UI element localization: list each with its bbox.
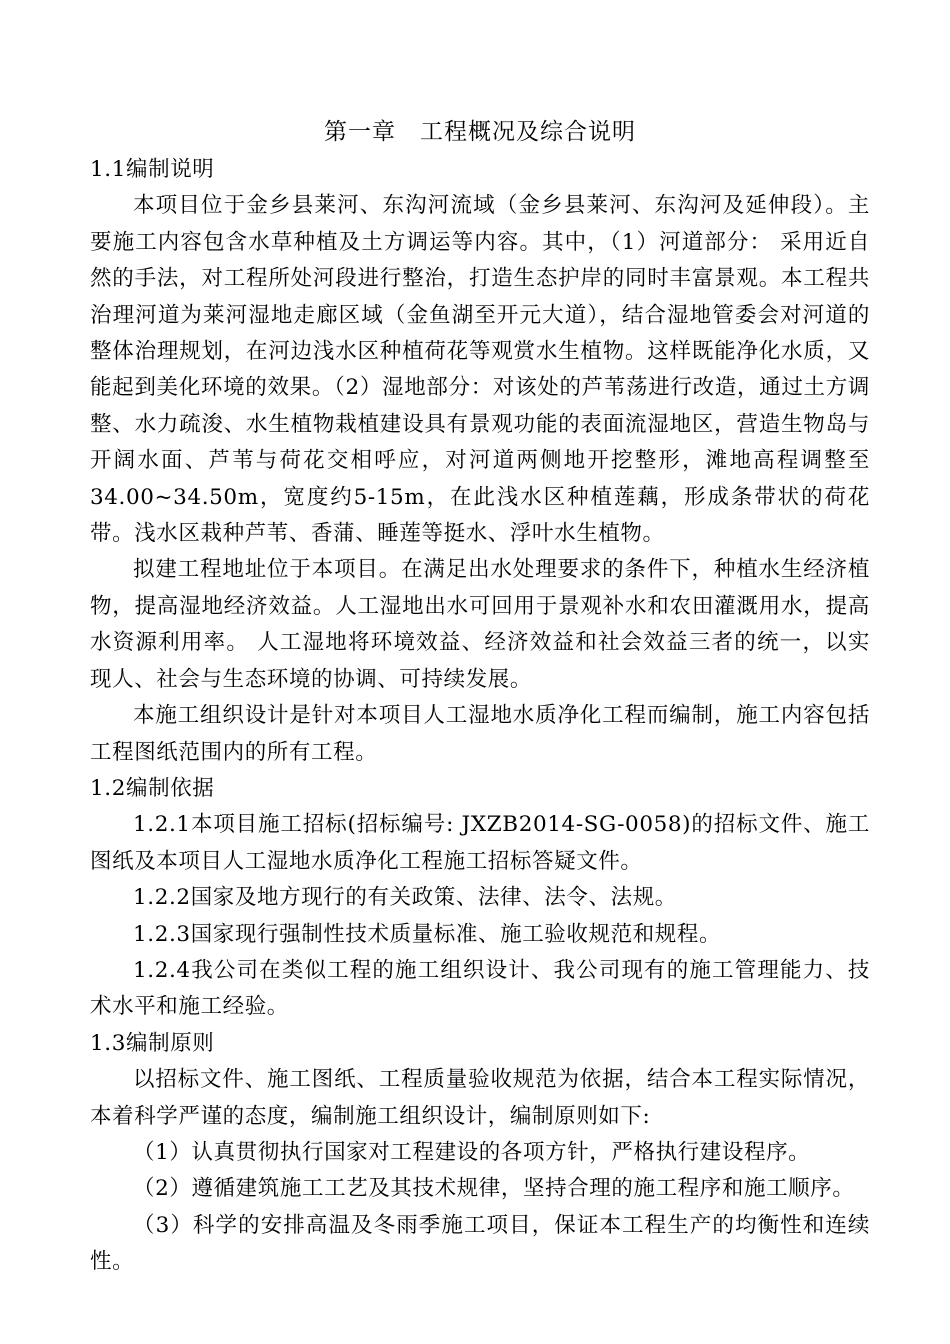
section-heading: 1.3编制原则 bbox=[90, 1030, 215, 1056]
list-item: 1.2.3国家现行强制性技术质量标准、施工验收规范和规程。 bbox=[133, 921, 722, 947]
list-item: （2）遵循建筑施工工艺及其技术规律，坚持合理的施工程序和施工顺序。 bbox=[133, 1176, 855, 1202]
body-paragraph: 本项目位于金乡县莱河、东沟河流域（金乡县莱河、东沟河及延伸段）。主要施工内容包含水草种植及土方调运等内容。其中，（1）河道部分： 采用近自然的手法，对工程所处河段进行整治，打造生态护岸的同时丰富景观。本工程共治理河道为莱河湿地走廊区域（金鱼湖至开元大道），结合湿地管委会对河道的整体治理规划，在河边浅水区种植荷花等观赏水生植物。这样既能净化水质，又能起到美化环境的效果。（2）湿地部分：对该处的芦苇荡进行改造，通过土方调整、水力疏浚、水生植物栽植建设具有景观功能的表面流湿地区，营造生物岛与开阔水面、芦苇与荷花交相呼应，对河道两侧地开挖整形，滩地高程调整至34.00~34.50m，宽度约5-15m，在此浅水区种植莲藕，形成条带状的荷花带。浅水区栽种芦苇、香蒲、睡莲等挺水、浮叶水生植物。 bbox=[90, 193, 870, 547]
section-1-1 bbox=[90, 152, 870, 771]
list-item: 1.2.4我公司在类似工程的施工组织设计、我公司现有的施工管理能力、技术水平和施工经验。 bbox=[90, 957, 870, 1020]
body-paragraph: 以招标文件、施工图纸、工程质量验收规范为依据，结合本工程实际情况，本着科学严谨的态度，编制施工组织设计，编制原则如下: bbox=[90, 1067, 870, 1129]
list-item: （3）科学的安排高温及冬雨季施工项目，保证本工程生产的均衡性和连续性。 bbox=[90, 1212, 870, 1275]
list-item: 1.2.1本项目施工招标(招标编号: JXZB2014-SG-0058)的招标文件、施工图纸及本项目人工湿地水质净化工程施工招标答疑文件。 bbox=[90, 812, 870, 874]
list-item: （1）认真贯彻执行国家对工程建设的各项方针，严格执行建设程序。 bbox=[133, 1139, 811, 1165]
body-paragraph: 拟建工程地址位于本项目。在满足出水处理要求的条件下，种植水生经济植物，提高湿地经济效益。人工湿地出水可回用于景观补水和农田灌溉用水，提高水资源利用率。 人工湿地将环境效益、经济效益和社会效益三者的统一，以实现人、社会与生态环境的协调、可持续发展。 bbox=[90, 557, 870, 692]
section-1-3 bbox=[90, 1026, 870, 1281]
chapter-title: 第一章 工程概况及综合说明 bbox=[324, 119, 636, 145]
list-item: 1.2.2国家及地方现行的有关政策、法律、法令、法规。 bbox=[133, 885, 677, 911]
document-page bbox=[90, 112, 870, 1281]
section-heading: 1.1编制说明 bbox=[90, 157, 215, 182]
section-heading: 1.2编制依据 bbox=[90, 775, 215, 801]
section-1-2 bbox=[90, 771, 870, 1026]
body-paragraph: 本施工组织设计是针对本项目人工湿地水质净化工程而编制，施工内容包括工程图纸范围内的所有工程。 bbox=[90, 703, 870, 765]
